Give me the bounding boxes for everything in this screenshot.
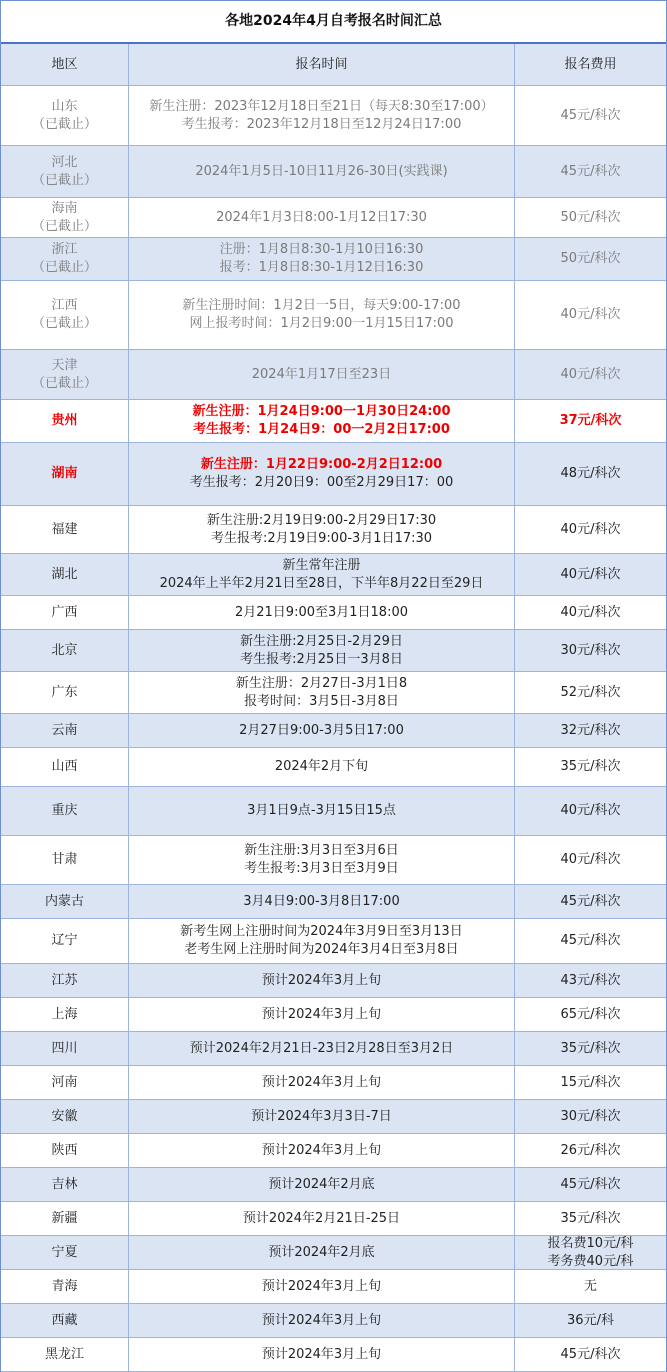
table-row	[1, 836, 666, 885]
region-cell-line: 北京	[51, 642, 78, 658]
fee-cell-line: 30元/科次	[560, 1108, 621, 1124]
region-cell-line: 甘肃	[51, 852, 78, 867]
table-row	[1, 672, 666, 714]
region-cell-line: 天津	[51, 357, 78, 373]
fee-cell	[515, 350, 666, 399]
time-cell	[129, 238, 515, 280]
region-cell-line: 吉林	[51, 1176, 78, 1192]
region-cell	[1, 836, 129, 884]
region-cell	[1, 281, 129, 349]
fee-cell-line: 40元/科次	[560, 604, 621, 620]
time-cell	[129, 1100, 515, 1133]
time-cell-line: 报考时间：3月5日-3月8日	[244, 693, 399, 709]
time-cell	[129, 1134, 515, 1167]
table-row	[1, 238, 666, 281]
time-cell-line: 预计2024年2月底	[268, 1176, 375, 1192]
fee-cell-line: 40元/科次	[560, 566, 621, 582]
fee-cell-line: 40元/科次	[560, 852, 621, 867]
time-cell	[129, 1032, 515, 1065]
region-cell-line: 上海	[51, 1006, 78, 1022]
fee-cell-line: 30元/科次	[560, 642, 621, 658]
fee-cell-line: 37元/科次	[559, 413, 622, 428]
time-cell-line: 预计2024年3月上旬	[261, 1006, 382, 1022]
fee-cell-line: 35元/科次	[560, 1040, 621, 1056]
time-cell	[129, 1236, 515, 1269]
fee-cell-line: 45元/科次	[560, 163, 621, 179]
region-cell-line: （已截止）	[31, 260, 97, 275]
time-cell-line: 预计2024年3月上旬	[261, 1278, 382, 1294]
region-cell-line: 内蒙古	[44, 893, 84, 909]
table-title: 各地2024年4月自考报名时间汇总	[1, 1, 666, 44]
time-cell-line: 新生注册：1月22日9:00-2月2日12:00	[200, 457, 443, 472]
region-cell-line: （已截止）	[31, 218, 97, 234]
time-cell	[129, 998, 515, 1031]
region-cell	[1, 1168, 129, 1201]
fee-cell	[515, 1134, 666, 1167]
table-row	[1, 1338, 666, 1372]
fee-cell-line: 35元/科次	[560, 1210, 621, 1226]
table-row	[1, 1236, 666, 1270]
fee-cell	[515, 1338, 666, 1371]
time-cell	[129, 1270, 515, 1303]
table-row	[1, 146, 666, 198]
region-cell	[1, 1270, 129, 1303]
time-cell	[129, 198, 515, 237]
table-body	[1, 86, 666, 1372]
region-cell	[1, 919, 129, 963]
region-cell	[1, 596, 129, 629]
time-cell-line: 新生注册：2023年12月18日至21日（每天8:30至17:00）	[149, 98, 494, 114]
fee-cell-line: 无	[583, 1278, 597, 1294]
fee-cell-line: 45元/科次	[560, 893, 621, 909]
region-cell	[1, 198, 129, 237]
time-cell-line: 2月21日9:00至3月1日18:00	[234, 604, 408, 620]
fee-cell	[515, 748, 666, 786]
time-cell-line: 预计2024年2月底	[268, 1244, 375, 1260]
region-cell	[1, 964, 129, 997]
table-row	[1, 443, 666, 506]
region-cell	[1, 672, 129, 713]
region-cell-line: 河北	[51, 154, 78, 170]
region-cell-line: （已截止）	[31, 375, 97, 391]
region-cell	[1, 506, 129, 553]
time-cell	[129, 964, 515, 997]
region-cell	[1, 238, 129, 280]
region-cell-line: 安徽	[51, 1108, 78, 1124]
region-cell-line: 黑龙江	[44, 1346, 84, 1362]
fee-cell-line: 报名费10元/科	[547, 1236, 634, 1251]
table-row	[1, 748, 666, 787]
fee-cell	[515, 281, 666, 349]
fee-cell	[515, 998, 666, 1031]
time-cell-line: 老考生网上注册时间为2024年3月4日至3月8日	[184, 942, 459, 957]
region-cell	[1, 885, 129, 918]
time-cell-line: 3月4日9:00-3月8日17:00	[243, 893, 400, 909]
table-row	[1, 919, 666, 964]
region-cell-line: （已截止）	[31, 116, 97, 132]
time-cell	[129, 350, 515, 399]
time-cell-line: 报考：1月8日8:30-1月12日16:30	[219, 260, 424, 275]
time-cell	[129, 281, 515, 349]
fee-cell	[515, 919, 666, 963]
time-cell	[129, 885, 515, 918]
time-cell	[129, 86, 515, 145]
time-cell-line: 新生注册:2月25日-2月29日	[240, 633, 403, 649]
region-cell	[1, 350, 129, 399]
fee-cell-line: 35元/科次	[560, 759, 621, 774]
fee-cell-line: 65元/科次	[560, 1006, 621, 1022]
time-cell	[129, 146, 515, 197]
region-cell-line: 河南	[51, 1074, 78, 1090]
fee-cell	[515, 1236, 666, 1269]
region-cell	[1, 86, 129, 145]
table-row	[1, 964, 666, 998]
time-cell-line: 新生注册时间：1月2日一5日，每天9:00-17:00	[182, 298, 461, 313]
region-cell-line: 宁夏	[51, 1244, 78, 1260]
time-cell	[129, 714, 515, 747]
table-row	[1, 1134, 666, 1168]
time-cell-line: 2024年上半年2月21日至28日，下半年8月22日至29日	[159, 575, 484, 591]
fee-cell-line: 40元/科次	[560, 307, 621, 322]
time-cell-line: 预计2024年3月上旬	[261, 1074, 382, 1090]
table-row	[1, 787, 666, 836]
region-cell	[1, 630, 129, 671]
time-cell-line: 2024年1月17日至23日	[251, 366, 392, 382]
time-cell-line: 注册：1月8日8:30-1月10日16:30	[219, 242, 424, 257]
time-cell-line: 考生报考:2月25日一3月8日	[240, 651, 403, 667]
region-cell	[1, 787, 129, 835]
time-cell	[129, 400, 515, 442]
time-cell-line: 新生注册：1月24日9:00一1月30日24:00	[192, 404, 451, 419]
fee-cell	[515, 885, 666, 918]
fee-cell-line: 32元/科次	[560, 722, 621, 738]
header-time: 报名时间	[129, 44, 515, 85]
time-cell	[129, 596, 515, 629]
time-cell	[129, 630, 515, 671]
time-cell-line: 新生注册:3月3日至3月6日	[244, 843, 399, 858]
time-cell-line: 考生报考:3月3日至3月9日	[244, 861, 399, 876]
table-row	[1, 198, 666, 238]
fee-cell	[515, 714, 666, 747]
fee-cell-line: 45元/科次	[560, 1346, 621, 1362]
fee-cell	[515, 1168, 666, 1201]
time-cell-line: 预计2024年3月上旬	[261, 1346, 382, 1362]
fee-cell-line: 40元/科次	[560, 366, 621, 382]
fee-cell-line: 50元/科次	[560, 251, 621, 266]
region-cell	[1, 714, 129, 747]
region-cell-line: 福建	[51, 521, 78, 537]
region-cell	[1, 1100, 129, 1133]
fee-cell	[515, 1304, 666, 1337]
region-cell-line: 江苏	[51, 972, 78, 988]
region-cell	[1, 748, 129, 786]
table-row	[1, 596, 666, 630]
time-cell	[129, 1168, 515, 1201]
region-cell	[1, 554, 129, 595]
table-row	[1, 281, 666, 350]
fee-cell-line: 36元/科	[567, 1312, 614, 1328]
region-cell-line: 广西	[51, 604, 78, 620]
fee-cell-line: 43元/科次	[560, 972, 621, 988]
region-cell-line: （已截止）	[31, 316, 97, 331]
fee-cell-line: 45元/科次	[560, 107, 621, 123]
fee-cell	[515, 198, 666, 237]
time-cell	[129, 1338, 515, 1371]
table-row	[1, 885, 666, 919]
table-row	[1, 1270, 666, 1304]
table-row	[1, 86, 666, 146]
fee-cell	[515, 836, 666, 884]
time-cell-line: 预计2024年3月上旬	[261, 1142, 382, 1158]
time-cell-line: 新考生网上注册时间为2024年3月9日至3月13日	[180, 924, 463, 939]
table-row	[1, 350, 666, 400]
fee-cell	[515, 630, 666, 671]
header-region: 地区	[1, 44, 129, 85]
region-cell	[1, 400, 129, 442]
time-cell	[129, 1202, 515, 1235]
region-cell-line: 四川	[51, 1040, 78, 1056]
table-row	[1, 1304, 666, 1338]
table-header-row	[1, 44, 666, 86]
region-cell	[1, 1236, 129, 1269]
region-cell-line: 辽宁	[51, 933, 78, 948]
table-row	[1, 1100, 666, 1134]
table-row	[1, 554, 666, 596]
time-cell-line: 预计2024年3月上旬	[261, 972, 382, 988]
fee-cell	[515, 1202, 666, 1235]
time-cell-line: 网上报考时间：1月2日9:00一1月15日17:00	[189, 316, 454, 331]
fee-cell-line: 45元/科次	[560, 1176, 621, 1192]
fee-cell	[515, 1100, 666, 1133]
time-cell	[129, 506, 515, 553]
fee-cell	[515, 787, 666, 835]
time-cell-line: 考生报考:2月19日9:00-3月1日17:30	[210, 530, 433, 546]
time-cell	[129, 554, 515, 595]
region-cell	[1, 1202, 129, 1235]
fee-cell	[515, 672, 666, 713]
fee-cell-line: 考务费40元/科	[547, 1253, 634, 1269]
fee-cell	[515, 1032, 666, 1065]
fee-cell	[515, 554, 666, 595]
fee-cell-line: 26元/科次	[560, 1142, 621, 1158]
fee-cell	[515, 146, 666, 197]
region-cell-line: 湖南	[51, 466, 78, 481]
table-row	[1, 630, 666, 672]
fee-cell-line: 50元/科次	[560, 209, 621, 225]
region-cell-line: 山东	[51, 98, 78, 114]
region-cell	[1, 146, 129, 197]
time-cell-line: 新生常年注册	[282, 557, 361, 573]
fee-cell	[515, 443, 666, 505]
table-row	[1, 1168, 666, 1202]
time-cell	[129, 748, 515, 786]
fee-cell	[515, 964, 666, 997]
region-cell-line: 江西	[51, 298, 78, 313]
time-cell-line: 预计2024年2月21日-25日	[242, 1210, 401, 1226]
time-cell	[129, 919, 515, 963]
time-cell	[129, 1066, 515, 1099]
table-row	[1, 400, 666, 443]
region-cell-line: 陕西	[51, 1142, 78, 1158]
table-row	[1, 998, 666, 1032]
region-cell-line: 云南	[51, 722, 78, 738]
time-cell	[129, 443, 515, 505]
time-cell-line: 新生注册:2月19日9:00-2月29日17:30	[206, 512, 437, 528]
time-cell-line: 2024年1月3日8:00-1月12日17:30	[216, 209, 427, 225]
table-row	[1, 1066, 666, 1100]
region-cell-line: 广东	[51, 684, 78, 700]
time-cell	[129, 672, 515, 713]
region-cell-line: 海南	[51, 200, 78, 216]
time-cell-line: 3月1日9点-3月15日15点	[247, 803, 396, 818]
region-cell-line: 山西	[51, 759, 78, 774]
time-cell	[129, 836, 515, 884]
table-row	[1, 714, 666, 748]
region-cell-line: 浙江	[51, 242, 78, 257]
region-cell-line: 重庆	[51, 803, 78, 818]
fee-cell	[515, 596, 666, 629]
time-cell-line: 预计2024年3月上旬	[261, 1312, 382, 1328]
region-cell	[1, 998, 129, 1031]
fee-cell-line: 15元/科次	[560, 1074, 621, 1090]
header-fee: 报名费用	[564, 56, 617, 72]
region-cell	[1, 1066, 129, 1099]
fee-cell-line: 45元/科次	[560, 933, 621, 948]
time-cell-line: 考生报考：2月20日9：00至2月29日17：00	[189, 475, 454, 490]
fee-cell-line: 48元/科次	[560, 466, 621, 481]
time-cell-line: 2024年1月5日-10日11月26-30日(实践课)	[195, 163, 448, 179]
region-cell	[1, 1304, 129, 1337]
time-cell-line: 预计2024年3月3日-7日	[251, 1108, 392, 1124]
time-cell-line: 2024年2月下旬	[274, 759, 369, 774]
region-cell-line: 西藏	[51, 1312, 78, 1328]
time-cell	[129, 787, 515, 835]
time-cell-line: 预计2024年2月21日-23日2月28日至3月2日	[189, 1040, 454, 1056]
table-row	[1, 1202, 666, 1236]
time-cell-line: 2月27日9:00-3月5日17:00	[239, 722, 404, 738]
fee-cell	[515, 238, 666, 280]
fee-cell-line: 40元/科次	[560, 521, 621, 537]
region-cell-line: 湖北	[51, 566, 78, 582]
region-cell-line: 贵州	[51, 413, 78, 428]
region-cell-line: 新疆	[51, 1210, 78, 1226]
time-cell-line: 考生报考：1月24日9：00一2月2日17:00	[193, 422, 450, 437]
fee-cell	[515, 400, 666, 442]
fee-cell-line: 40元/科次	[560, 803, 621, 818]
time-cell-line: 考生报考：2023年12月18日至12月24日17:00	[181, 116, 462, 132]
region-cell	[1, 1338, 129, 1371]
fee-cell	[515, 1066, 666, 1099]
time-cell	[129, 1304, 515, 1337]
fee-cell-line: 52元/科次	[560, 684, 621, 700]
table-row	[1, 1032, 666, 1066]
region-cell	[1, 443, 129, 505]
region-cell-line: （已截止）	[31, 172, 97, 188]
region-cell	[1, 1134, 129, 1167]
table-row	[1, 506, 666, 554]
time-cell-line: 新生注册：2月27日-3月1日8	[235, 675, 408, 691]
fee-cell	[515, 1270, 666, 1303]
region-cell-line: 青海	[51, 1278, 78, 1294]
region-cell	[1, 1032, 129, 1065]
fee-cell	[515, 506, 666, 553]
fee-cell	[515, 86, 666, 145]
